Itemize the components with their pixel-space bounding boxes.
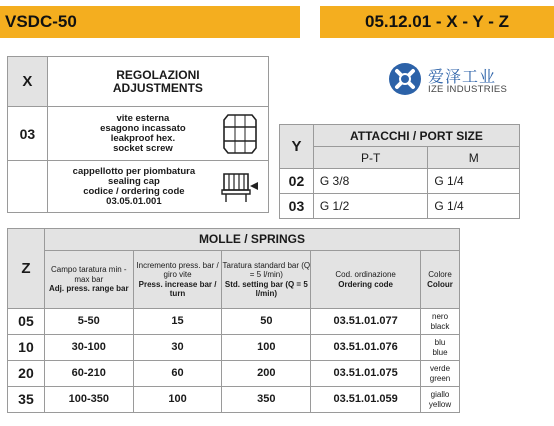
table-row: 02 G 3/8 G 1/4 bbox=[280, 169, 520, 194]
table-row: 03 G 1/2 G 1/4 bbox=[280, 194, 520, 219]
company-logo bbox=[388, 62, 548, 96]
springs-key: Z bbox=[8, 229, 45, 309]
port-size-title: ATTACCHI / PORT SIZE bbox=[313, 125, 519, 147]
adjustment-row bbox=[8, 107, 269, 161]
logo-chinese-name: 爱泽工业 bbox=[428, 67, 497, 86]
ordering-code-pattern: 05.12.01 - X - Y - Z bbox=[365, 12, 509, 31]
column-header-setting: Taratura standard bar (Q = 5 l/min) Std. setting bar (Q = 5 l/min) bbox=[222, 251, 311, 309]
code-header-bar bbox=[320, 6, 554, 38]
logo-english-name: IZE INDUSTRIES bbox=[428, 84, 508, 95]
port-size-table bbox=[279, 124, 520, 219]
column-header-increase: Incremento press. bar / giro vite Press. increase bar / turn bbox=[133, 251, 222, 309]
column-header-colour: Colore Colour bbox=[421, 251, 460, 309]
column-header-code: Cod. ordinazione Ordering code bbox=[311, 251, 421, 309]
springs-title: MOLLE / SPRINGS bbox=[44, 229, 459, 251]
hex-socket-screw-icon bbox=[220, 112, 260, 156]
table-row: 35 100-350 100 350 03.51.01.059 giallo yellow bbox=[8, 387, 460, 413]
adjustments-table bbox=[7, 56, 269, 213]
column-header-range: Campo taratura min - max bar Adj. press. range bar bbox=[44, 251, 133, 309]
table-row: 20 60-210 60 200 03.51.01.075 verde green bbox=[8, 361, 460, 387]
column-header-m: M bbox=[428, 147, 520, 169]
column-header-pt: P-T bbox=[313, 147, 427, 169]
ize-logo-icon bbox=[388, 62, 422, 96]
table-row: 10 30-100 30 100 03.51.01.076 blu blue bbox=[8, 335, 460, 361]
table-row: 05 5-50 15 50 03.51.01.077 nero black bbox=[8, 309, 460, 335]
springs-table bbox=[7, 228, 460, 413]
adjustment-description: vite esterna esagono incassato leakproof hex. socket screw bbox=[47, 107, 268, 161]
adjustment-row bbox=[8, 161, 269, 213]
model-header-bar bbox=[0, 6, 300, 38]
adjustment-description: cappellotto per piombatura sealing cap codice / ordering code 03.05.01.001 bbox=[47, 161, 268, 213]
port-size-key: Y bbox=[280, 125, 314, 169]
adjustment-code: 03 bbox=[8, 107, 48, 161]
adjustments-key: X bbox=[8, 57, 48, 107]
adjustments-title: REGOLAZIONI ADJUSTMENTS bbox=[47, 57, 268, 107]
sealing-cap-icon bbox=[220, 168, 262, 206]
model-title: VSDC-50 bbox=[5, 12, 77, 31]
